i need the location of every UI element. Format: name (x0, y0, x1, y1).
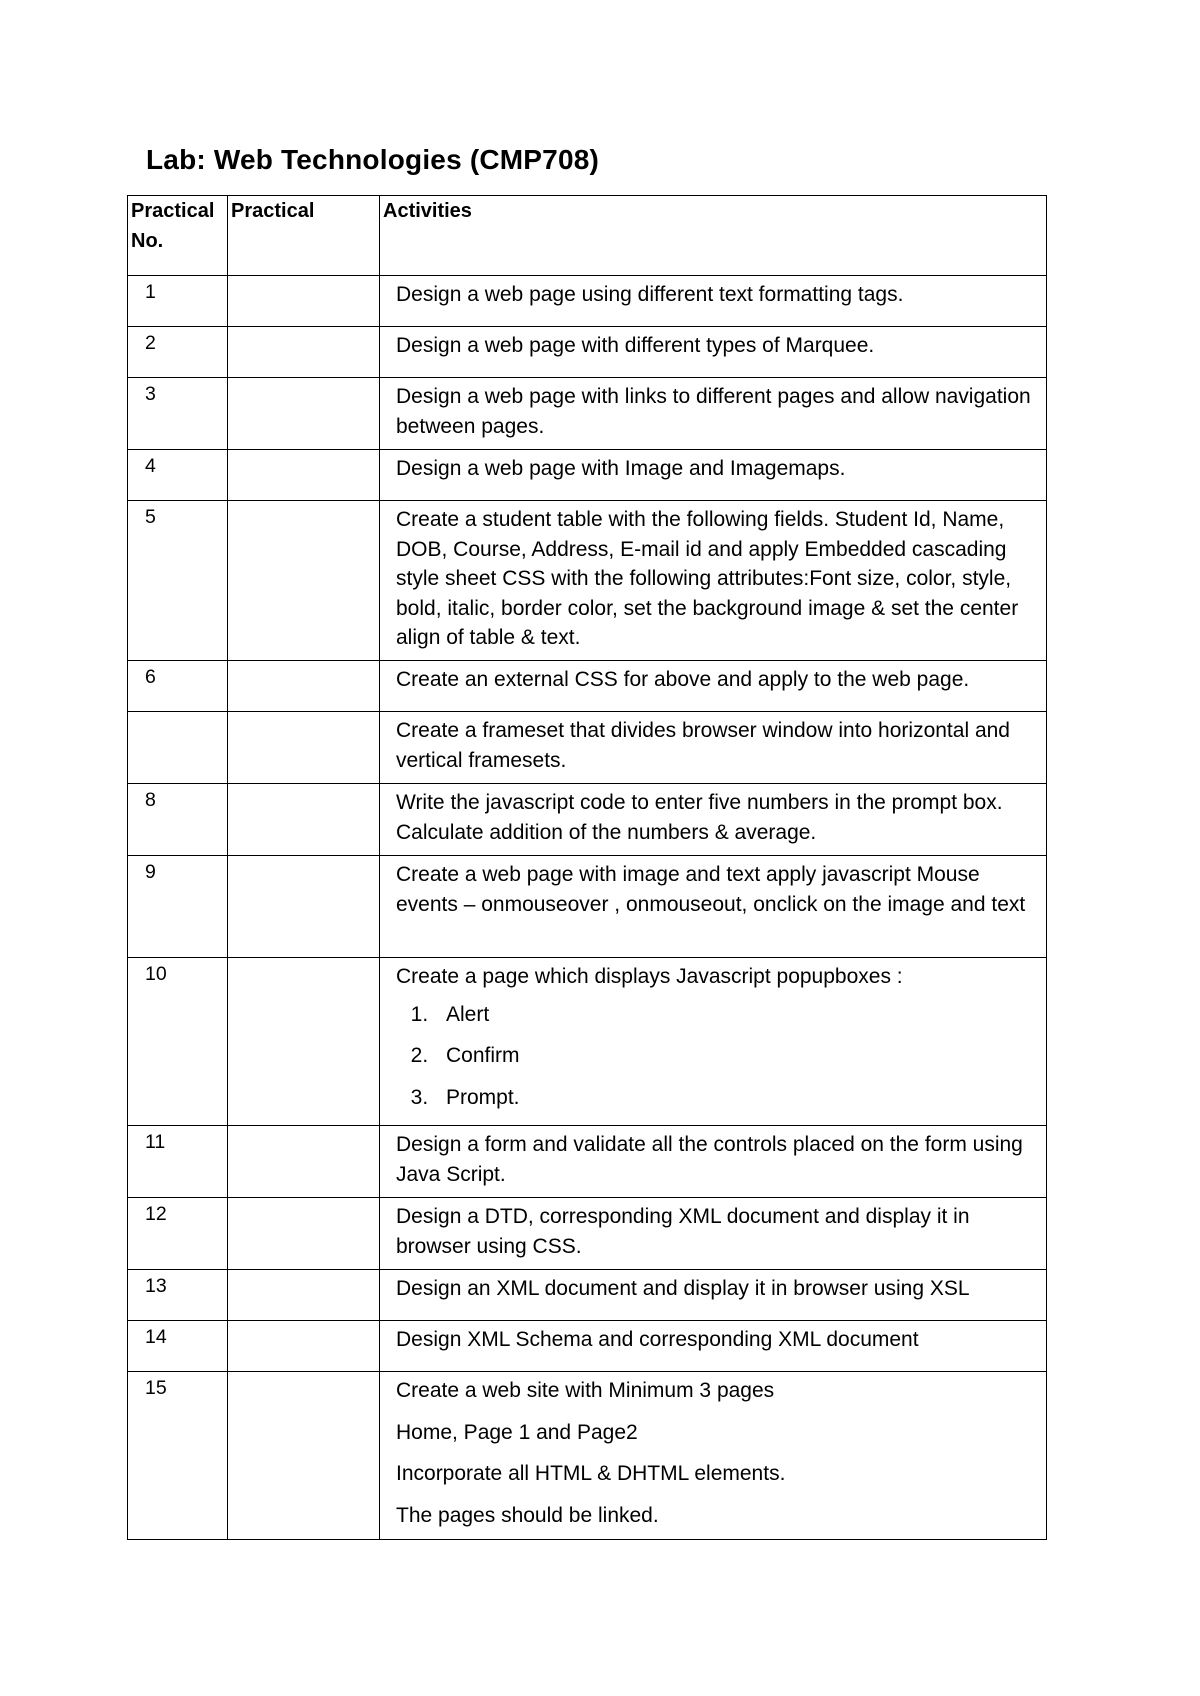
activity-cell: Create an external CSS for above and apply to the web page. (380, 661, 1047, 712)
activity-text: Incorporate all HTML & DHTML elements. (396, 1462, 786, 1485)
activity-cell: Create a student table with the following fields. Student Id, Name, DOB, Course, Address, E-mail id and apply Embedded cascading style sheet CSS with the following attributes:Font size, color, style, bold, italic, border color, set the background image & set the center align of table & text. (380, 501, 1047, 661)
practical-number: 4 (128, 450, 228, 501)
table-row (128, 327, 1047, 378)
practical-number: 9 (128, 856, 228, 958)
practicals-table (127, 195, 1047, 1540)
practical-number: 5 (128, 501, 228, 661)
practical-cell (228, 784, 380, 856)
activity-cell: Design a web page using different text formatting tags. (380, 276, 1047, 327)
list-item: 1. Alert (434, 1000, 1036, 1030)
practical-cell (228, 1321, 380, 1372)
activity-cell: Design an XML document and display it in browser using XSL (380, 1270, 1047, 1321)
table-row (128, 276, 1047, 327)
activity-text: The pages should be linked. (396, 1503, 659, 1527)
popupbox-list (396, 1000, 1036, 1113)
practical-cell (228, 661, 380, 712)
practical-number: 3 (128, 378, 228, 450)
table-row (128, 1198, 1047, 1270)
activity-text: Create a page which displays Javascript popupboxes : (396, 965, 903, 988)
table-row (128, 1321, 1047, 1372)
activity-cell: Write the javascript code to enter five numbers in the prompt box. Calculate addition of the numbers & average. (380, 784, 1047, 856)
activity-text: Home, Page 1 and Page2 (396, 1420, 638, 1444)
activity-cell: Create a frameset that divides browser window into horizontal and vertical framesets. (380, 712, 1047, 784)
practical-number: 11 (128, 1126, 228, 1198)
practical-cell (228, 856, 380, 958)
practical-cell (228, 276, 380, 327)
header-activities: Activities (380, 196, 1047, 276)
table-row (128, 1126, 1047, 1198)
practical-cell (228, 1126, 380, 1198)
practical-number: 13 (128, 1270, 228, 1321)
table-row (128, 1270, 1047, 1321)
list-item: 2. Confirm (434, 1041, 1036, 1071)
table-header-row (128, 196, 1047, 276)
practical-cell (228, 327, 380, 378)
practical-number: 10 (128, 958, 228, 1126)
page-title: Lab: Web Technologies (CMP708) (146, 144, 600, 175)
activity-cell: Design a DTD, corresponding XML document and display it in browser using CSS. (380, 1198, 1047, 1270)
table-row (128, 712, 1047, 784)
practical-cell (228, 450, 380, 501)
practical-cell (228, 501, 380, 661)
table-row (128, 378, 1047, 450)
header-practical-no: Practical No. (128, 196, 228, 276)
activity-cell: Create a web page with image and text apply javascript Mouse events – onmouseover , onmouseout, onclick on the image and text (380, 856, 1047, 958)
practical-cell (228, 958, 380, 1126)
activity-cell: Design a web page with Image and Imagemaps. (380, 450, 1047, 501)
activity-text: Create a web site with Minimum 3 pages (396, 1379, 775, 1402)
activity-cell: Design XML Schema and corresponding XML document (380, 1321, 1047, 1372)
table-row (128, 661, 1047, 712)
activity-cell (380, 958, 1047, 1126)
practical-number: 8 (128, 784, 228, 856)
activity-cell: Design a web page with different types of Marquee. (380, 327, 1047, 378)
table-row (128, 450, 1047, 501)
table-row (128, 958, 1047, 1126)
practical-cell (228, 712, 380, 784)
practical-number (128, 712, 228, 784)
list-item: 3. Prompt. (434, 1083, 1036, 1113)
activity-cell (380, 1372, 1047, 1540)
table-row (128, 501, 1047, 661)
practical-cell (228, 1372, 380, 1540)
practical-number: 1 (128, 276, 228, 327)
practical-cell (228, 1270, 380, 1321)
practical-number: 2 (128, 327, 228, 378)
activity-cell: Design a web page with links to different pages and allow navigation between pages. (380, 378, 1047, 450)
practical-cell (228, 1198, 380, 1270)
practical-cell (228, 378, 380, 450)
header-practical: Practical (228, 196, 380, 276)
table-row (128, 1372, 1047, 1540)
practical-number: 15 (128, 1372, 228, 1540)
practical-number: 12 (128, 1198, 228, 1270)
table-row (128, 784, 1047, 856)
activity-cell: Design a form and validate all the controls placed on the form using Java Script. (380, 1126, 1047, 1198)
practical-number: 14 (128, 1321, 228, 1372)
practical-number: 6 (128, 661, 228, 712)
table-row (128, 856, 1047, 958)
